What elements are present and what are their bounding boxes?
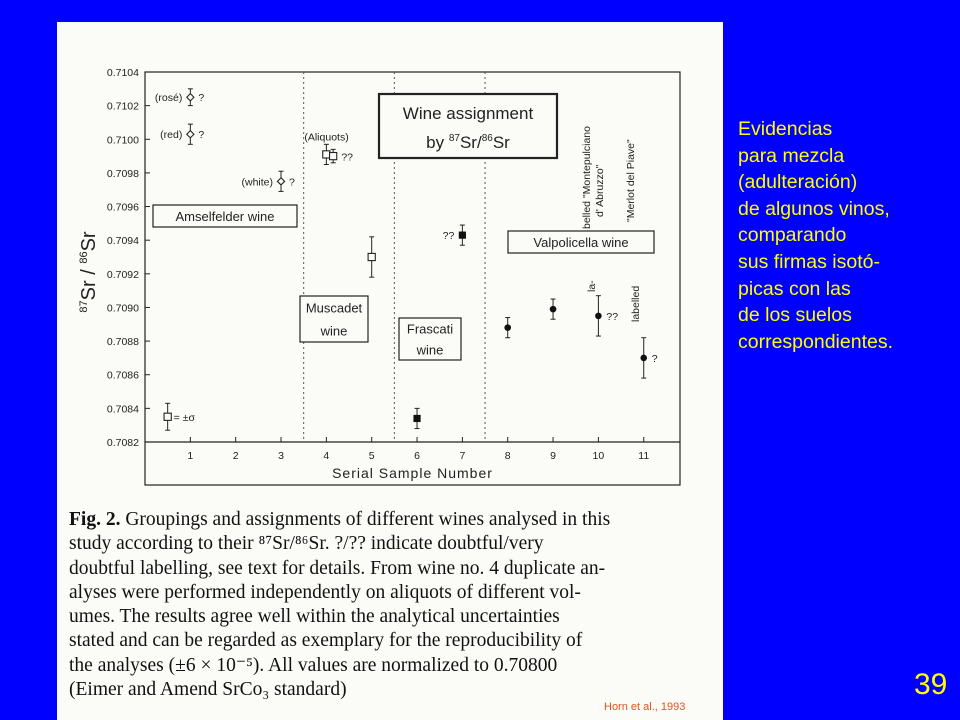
point-label: (white)	[241, 176, 274, 189]
x-axis-label: Serial Sample Number	[332, 465, 493, 481]
x-tick-label: 7	[459, 450, 466, 462]
doubtful-flag: ?	[198, 129, 205, 142]
x-tick-label: 11	[638, 450, 650, 462]
annotation-montepulciano: d' Abruzzo"	[594, 164, 606, 217]
y-tick-label: 0.7100	[106, 134, 139, 147]
group-frascati-label: Frascati	[406, 321, 454, 337]
x-tick-label: 6	[414, 450, 420, 462]
legend-point	[164, 413, 171, 420]
y-tick-label: 0.7092	[106, 268, 139, 281]
slide-text-line: de algunos vinos,	[738, 197, 890, 220]
data-point	[640, 355, 647, 362]
caption-line-8: (Eimer and Amend SrCo₃ standard)	[69, 679, 347, 701]
x-tick-label: 1	[187, 450, 194, 462]
slide-text-line: de los suelos	[738, 304, 852, 327]
title-line-2: by $^{87}$Sr/$^{86}$Sr	[426, 133, 510, 152]
annotation-montepulciano: belled "Montepulciano	[581, 126, 593, 229]
slide-text-line: (adulteración)	[738, 171, 858, 194]
x-tick-label: 8	[504, 450, 511, 462]
x-tick-label: 10	[592, 450, 605, 462]
y-tick-label: 0.7104	[106, 67, 139, 79]
doubtful-flag: ??	[606, 310, 619, 323]
y-tick-label: 0.7086	[106, 369, 139, 382]
data-point	[368, 253, 375, 260]
annotation-merlot: "Merlot del Piave"	[625, 139, 637, 222]
data-point	[459, 232, 466, 239]
chart	[57, 22, 723, 502]
doubtful-flag: ?	[289, 176, 295, 189]
point-label: (red)	[160, 129, 183, 142]
data-point	[550, 306, 557, 313]
caption-line-6: stated and can be regarded as exemplary for the reproducibility of	[69, 630, 583, 652]
x-tick-label: 9	[550, 450, 556, 462]
figure-caption	[69, 508, 681, 702]
annotation-labelled-10: la-	[586, 280, 598, 292]
y-axis-label: $^{87}$Sr / $^{86}$Sr	[78, 231, 100, 313]
x-tick-label: 5	[368, 450, 375, 462]
y-tick-label: 0.7082	[106, 437, 139, 449]
group-amselfelder-label: Amselfelder wine	[175, 209, 275, 224]
slide-text-line: picas con las	[738, 277, 851, 300]
y-tick-label: 0.7096	[106, 201, 139, 214]
caption-line-2: study according to their ⁸⁷Sr/⁸⁶Sr. ?/?? indicate doubtful/very	[69, 533, 544, 555]
y-tick-label: 0.7102	[106, 100, 139, 113]
caption-line-3: doubtful labelling, see text for details. From wine no. 4 duplicate an-	[69, 557, 606, 579]
group-valpolicella-label: Valpolicella wine	[533, 235, 629, 250]
figure-label: Fig. 2.	[69, 509, 121, 530]
legend-label: = ±σ	[173, 411, 195, 424]
figure-panel	[57, 22, 723, 720]
x-tick-label: 2	[232, 450, 239, 462]
group-frascati-label: wine	[416, 342, 444, 358]
y-tick-label: 0.7094	[106, 235, 139, 248]
doubtful-flag: ?	[651, 352, 658, 365]
doubtful-flag: ??	[442, 230, 455, 243]
caption-line-7: the analyses (±6 × 10⁻⁵). All values are normalized to 0.70800	[69, 654, 558, 676]
slide-text-line: comparando	[738, 224, 847, 247]
data-point	[504, 324, 511, 331]
annotation-labelled-11: labelled	[630, 285, 642, 322]
caption-line-1: Fig. 2. Groupings and assignments of different wines analysed in this	[69, 509, 611, 530]
group-muscadet-label: wine	[320, 323, 348, 339]
y-tick-label: 0.7084	[106, 403, 139, 416]
point-label: (Aliquots)	[304, 131, 349, 144]
x-tick-label: 4	[323, 450, 330, 462]
doubtful-flag: ?	[198, 92, 205, 105]
doubtful-flag: ??	[341, 151, 354, 164]
slide-body-text	[738, 116, 948, 355]
group-muscadet-label: Muscadet	[305, 300, 363, 316]
data-point	[330, 152, 337, 159]
slide-text-line: sus firmas isotó-	[738, 250, 880, 273]
y-tick-label: 0.7090	[106, 302, 139, 315]
caption-line-4: alyses were performed independently on aliquots of different vol-	[69, 581, 581, 603]
point-label: (rosé)	[154, 92, 183, 105]
data-point	[187, 94, 194, 101]
title-line-1: Wine assignment	[402, 104, 534, 123]
slide-text-line: para mezcla	[738, 144, 845, 167]
slide-number: 39	[914, 668, 948, 701]
data-point	[323, 151, 330, 158]
slide-text-line: Evidencias	[738, 118, 833, 140]
y-tick-label: 0.7088	[106, 336, 139, 349]
data-point	[413, 415, 420, 422]
x-tick-label: 3	[278, 450, 284, 462]
slide-text-line: correspondientes.	[738, 330, 894, 353]
data-point	[187, 131, 194, 138]
source-credit: Horn et al., 1993	[604, 701, 686, 713]
data-point	[595, 313, 602, 320]
caption-line-5: umes. The results agree well within the analytical uncertainties	[69, 606, 560, 628]
y-tick-label: 0.7098	[106, 167, 139, 180]
data-point	[277, 178, 284, 185]
